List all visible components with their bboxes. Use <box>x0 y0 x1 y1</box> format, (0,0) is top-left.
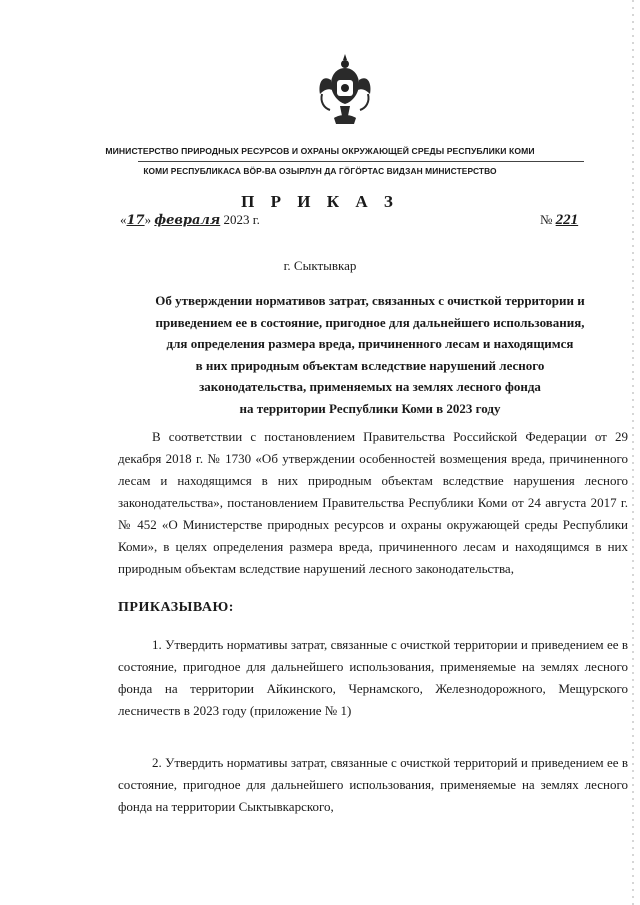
order-item-2: 2. Утвердить нормативы затрат, связанные с очисткой территорий и приведением ее в состояние, пригодное для дальнейшего использования, применяемые на землях лесного фонда на территории Сыктывкарского, <box>118 755 628 814</box>
order-heading: ПРИКАЗЫВАЮ: <box>118 600 234 615</box>
date-day: 17 <box>126 213 145 228</box>
date-year: 2023 г. <box>223 212 260 227</box>
city: г. Сыктывкар <box>283 258 357 273</box>
scan-edge <box>632 0 634 905</box>
subject-line: приведением ее в состояние, пригодное для дальнейшего использования, <box>155 314 585 330</box>
preamble-paragraph: В соответствии с постановлением Правительства Российской Федерации от 29 декабря 2018 г. № 1730 «Об утверждении особенностей возмещения вреда, причиненного лесам и находящимся в них природным объектам вследствие нарушения лесного законодательства», постановлением Правительства Республики Коми от 24 августа 2017 г. № 452 «О Министерстве природных ресурсов и охраны окружающей среды Республики Коми», в целях определения размера вреда, причиненного лесам и находящимся в них природным объектам вследствие нарушений лесного законодательства, <box>118 429 628 576</box>
subject-line: на территории Республики Коми в 2023 году <box>239 400 501 416</box>
ministry-name-russian: МИНИСТЕРСТВО ПРИРОДНЫХ РЕСУРСОВ И ОХРАНЫ ОКРУЖАЮЩЕЙ СРЕДЫ РЕСПУБЛИКИ КОМИ <box>105 146 535 156</box>
subject-line: Об утверждении нормативов затрат, связанных с очисткой территории и <box>155 293 585 308</box>
order-subject <box>110 290 630 419</box>
coat-of-arms-icon <box>316 50 374 130</box>
number-label: № <box>540 212 553 227</box>
date-close-quote: » <box>144 212 152 227</box>
subject-line: законодательства, применяемых на землях лесного фонда <box>199 379 541 394</box>
order-number <box>540 212 578 229</box>
order-date <box>120 212 260 228</box>
number-value: 221 <box>555 212 579 228</box>
subject-line: для определения размера вреда, причиненного лесам и находящимся <box>166 336 574 351</box>
subject-line: в них природным объектам вследствие нарушений лесного <box>195 357 545 373</box>
document-title: П Р И К А З <box>241 192 399 211</box>
ministry-name-komi: КОМИ РЕСПУБЛИКАСА ВӦР-ВА ОЗЫРЛУН ДА ГӦГӦРТАС ВИДЗАН МИНИСТЕРСТВО <box>143 166 497 176</box>
header-divider <box>138 161 584 162</box>
date-open-quote: « <box>120 212 127 227</box>
order-item-1: 1. Утвердить нормативы затрат, связанные с очисткой территории и приведением ее в состояние, пригодное для дальнейшего использования, применяемые на землях лесного фонда на территории Айкинского, Чернамского, Железнодорожного, Мещурского лесничеств в 2023 году (приложение № 1) <box>118 637 628 718</box>
date-month: февраля <box>154 213 221 228</box>
